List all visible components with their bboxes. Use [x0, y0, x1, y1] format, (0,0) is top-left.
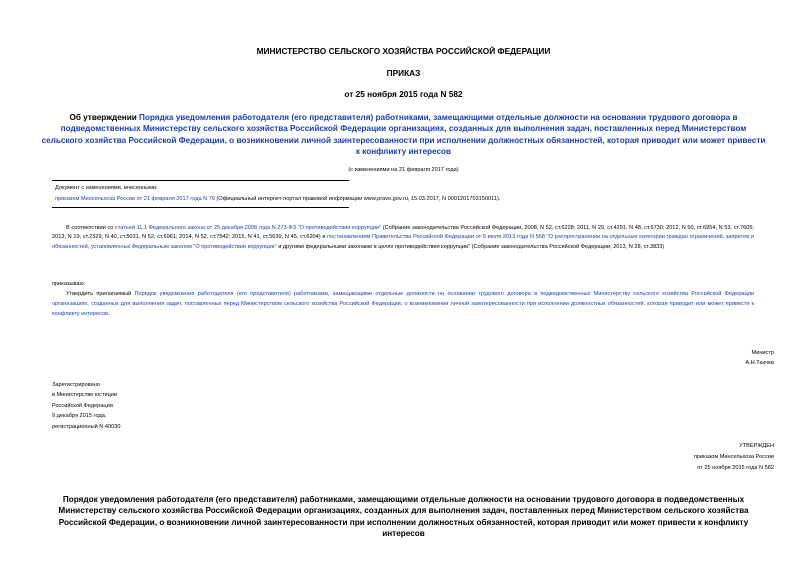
changes-box-text: [55, 195, 675, 204]
signature-name: А.Н.Ткачев: [745, 360, 774, 366]
approved-line: от 25 ноября 2015 года N 582: [697, 464, 774, 471]
order-word: приказываю:: [52, 281, 86, 287]
changes-link[interactable]: приказом Минсельхоза России от 21 февраля 2017 года N 76: [55, 196, 215, 202]
order-title-prefix: Об утверждении: [69, 113, 140, 122]
preamble-text-2: (Собрание законодательства Российской Федерации, 2008, N 52, ст.6228; 2011, N 29, ст.4291, N 48, ст.6730; 2012, N 50, ст.6954, N 53, ст.7605; 2013, N 19, ст.2329, N 40, ст.5031, N 52, ст.6961; 2014, N 52, ст.7542; 2015, N 41, ст.5639, N 45, ст.6204) и: [52, 225, 754, 241]
approved-line: УТВЕРЖДЕН: [739, 443, 774, 449]
changes-tail: (Официальный интернет-портал правовой информации www.pravo.gov.ru, 15.03.2017, N 0001201703150011).: [214, 196, 501, 202]
order-title-link[interactable]: Порядка уведомления работодателя (его представителя) работниками, замещающими отдельные должности на основании трудового договора в подведомственных Министерству сельского хозяйства Российской Федерации организациях, созданных для выполнения задач, поставленных перед Министерством сельского хозяйства Российской Федерации, о возникновении личной заинтересованности при исполнении должностных обязанностей, которая приводит или может привести к конфликту интересов: [41, 113, 766, 156]
approve-paragraph: [52, 290, 754, 319]
approved-line: приказом Минсельхоза России: [693, 453, 774, 460]
registration-line: 9 декабря 2015 года,: [52, 413, 107, 420]
changes-box-bottom-rule: [52, 207, 349, 208]
signature-position: Министр: [751, 350, 774, 356]
approve-text-2: .: [108, 310, 110, 317]
order-title: [40, 112, 767, 157]
procedure-title: Порядок уведомления работодателя (его представителя) работниками, замещающими отдельные должности на основании трудового договора в подведомственных Министерству сельского хозяйства Российской Федерации организациях, созданных для выполнения задач, поставленных перед Министерством сельского хозяйства Российской Федерации, о возникновении личной заинтересованности при исполнении должностных обязанностей, которая приводит или может привести к конфликту интересов: [58, 495, 749, 538]
registration-line: Зарегистрировано: [52, 382, 100, 388]
preamble-text-1: В соответствии со: [66, 225, 115, 231]
doc-type: ПРИКАЗ: [386, 68, 421, 78]
doc-date-number: от 25 ноября 2015 года N 582: [344, 89, 463, 99]
ministry-name: МИНИСТЕРСТВО СЕЛЬСКОГО ХОЗЯЙСТВА РОССИЙСКОЙ ФЕДЕРАЦИИ: [256, 46, 551, 56]
changes-box-label: Документ с изменениями, внесенными:: [55, 185, 158, 191]
registration-line: Российской Федерации: [52, 402, 113, 409]
registration-line: регистрационный N 40030: [52, 423, 121, 430]
preamble-paragraph: [52, 224, 754, 252]
preamble-link-decree[interactable]: постановлением Правительства Российской Федерации от 5 июля 2013 года N 568 "О распространении на отдельные категории граждан ограничений, запретов и обязанностей, установленных Федеральным законом "О противодействии коррупции": [52, 234, 754, 250]
amendment-note: (с изменениями на 21 февраля 2017 года): [348, 167, 459, 173]
registration-block: [52, 380, 120, 432]
preamble-link-law[interactable]: статьей 11.1 Федерального закона от 25 декабря 2008 года N 273-ФЗ "О противодействии коррупции": [115, 225, 382, 231]
registration-line: в Министерстве юстиции: [52, 392, 118, 399]
preamble-text-3: и другими федеральными законами в целях противодействия коррупции" (Собрание законодательства Российской Федерации, 2013, N 28, ст.3833): [276, 243, 665, 250]
changes-box-top-rule: [52, 180, 349, 181]
approve-text-1: Утвердить прилагаемый: [66, 291, 135, 297]
approved-block: [694, 441, 774, 473]
approve-link[interactable]: Порядок уведомления работодателя (его представителя) работниками, замещающими отдельные должности на основании трудового договора в подведомственных Министерству сельского хозяйства Российской Федерации организациях, созданных для выполнения задач, поставленных перед Министерством сельского хозяйства Российской Федерации, о возникновении личной заинтересованности при исполнении должностных обязанностей, которая приводит или может привести к конфликту интересов: [52, 291, 754, 317]
